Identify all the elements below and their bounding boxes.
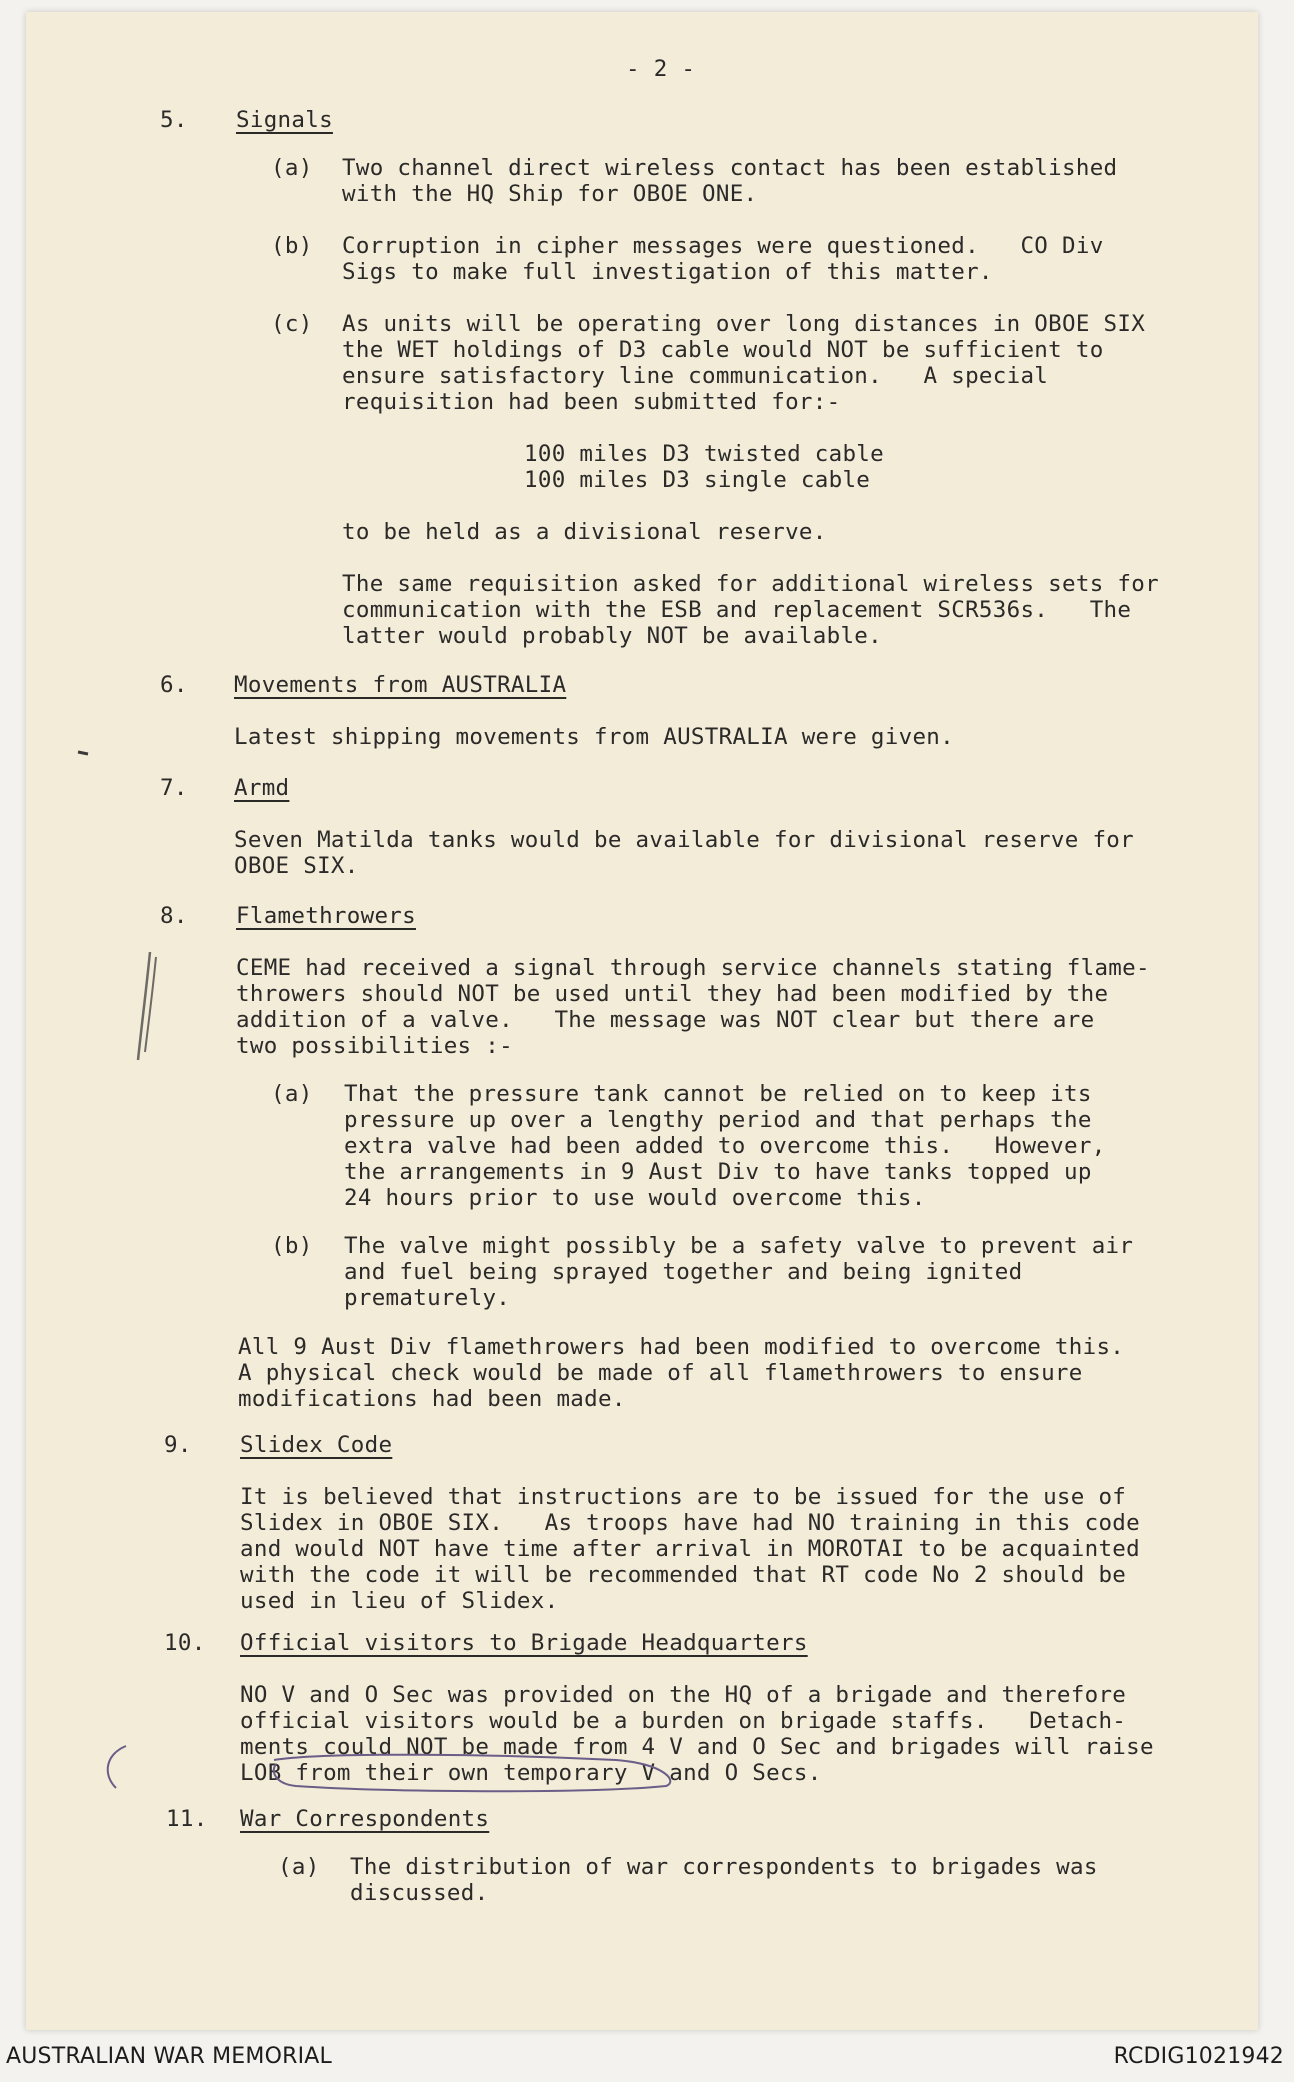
paragraph-line: Latest shipping movements from AUSTRALIA were given.: [234, 724, 954, 750]
section-8-number: 8.: [160, 903, 188, 929]
paragraph-line: and would NOT have time after arrival in MOROTAI to be acquainted: [240, 1536, 1140, 1562]
section-7-heading: Armd: [234, 775, 290, 801]
section-9-heading: Slidex Code: [240, 1432, 393, 1458]
item-label: (a): [271, 1081, 313, 1107]
item-line: and fuel being sprayed together and being ignited: [344, 1259, 1023, 1285]
section-6-heading: Movements from AUSTRALIA: [234, 672, 567, 698]
margin-arc-mark: [108, 1746, 126, 1788]
paragraph-line: throwers should NOT be used until they had been modified by the: [236, 981, 1109, 1007]
circle-annotation: [274, 1755, 671, 1792]
item-line: ensure satisfactory line communication. A special: [342, 363, 1049, 389]
paragraph-line: Slidex in OBOE SIX. As troops have had NO training in this code: [240, 1510, 1140, 1536]
paragraph-line: All 9 Aust Div flamethrowers had been modified to overcome this.: [238, 1334, 1125, 1360]
item-line: Sigs to make full investigation of this matter.: [342, 259, 993, 285]
paragraph-line: used in lieu of Slidex.: [240, 1588, 559, 1614]
paragraph-line: ments could NOT be made from 4 V and O Sec and brigades will raise: [240, 1734, 1154, 1760]
item-line: As units will be operating over long distances in OBOE SIX: [342, 311, 1146, 337]
paragraph-line: communication with the ESB and replacement SCR536s. The: [342, 597, 1132, 623]
footer-record-id: RCDIG1021942: [1113, 2044, 1284, 2069]
item-line: the WET holdings of D3 cable would NOT be sufficient to: [342, 337, 1104, 363]
section-10-heading: Official visitors to Brigade Headquarters: [240, 1630, 808, 1656]
margin-pencil-stroke: [145, 957, 156, 1052]
section-11-number: 11.: [166, 1806, 208, 1832]
paragraph-line: NO V and O Sec was provided on the HQ of a brigade and therefore: [240, 1682, 1127, 1708]
item-line: the arrangements in 9 Aust Div to have tanks topped up: [344, 1159, 1092, 1185]
paragraph-line: official visitors would be a burden on brigade staffs. Detach-: [240, 1708, 1127, 1734]
item-line: requisition had been submitted for:-: [342, 389, 841, 415]
item-line: Corruption in cipher messages were questioned. CO Div: [342, 233, 1104, 259]
paragraph-line: two possibilities :-: [236, 1033, 513, 1059]
paragraph-line: The same requisition asked for additional wireless sets for: [342, 571, 1159, 597]
requisition-line: 100 miles D3 twisted cable: [524, 441, 884, 467]
item-line: Two channel direct wireless contact has been established: [342, 155, 1118, 181]
document-page: [26, 12, 1258, 2030]
paragraph-line: LOB from their own temporary V and O Secs.: [240, 1760, 822, 1786]
item-line: That the pressure tank cannot be relied on to keep its: [344, 1081, 1092, 1107]
requisition-line: 100 miles D3 single cable: [524, 467, 871, 493]
paragraph-line: Seven Matilda tanks would be available for divisional reserve for: [234, 827, 1134, 853]
item-line: extra valve had been added to overcome this. However,: [344, 1133, 1106, 1159]
item-label: (b): [271, 1233, 313, 1259]
item-label: (a): [271, 155, 313, 181]
typed-text: [26, 12, 1258, 2030]
paragraph-line: A physical check would be made of all flamethrowers to ensure: [238, 1360, 1083, 1386]
section-5-heading: Signals: [236, 107, 333, 133]
section-10-number: 10.: [164, 1630, 206, 1656]
pencil-annotations: [26, 12, 1258, 2030]
section-5-number: 5.: [160, 107, 188, 133]
paragraph-line: addition of a valve. The message was NOT clear but there are: [236, 1007, 1095, 1033]
footer-archive-name: AUSTRALIAN WAR MEMORIAL: [6, 2044, 332, 2069]
paragraph-line: with the code it will be recommended that RT code No 2 should be: [240, 1562, 1127, 1588]
page-number: - 2 -: [626, 56, 696, 82]
paragraph-line: to be held as a divisional reserve.: [342, 519, 827, 545]
item-line: with the HQ Ship for OBOE ONE.: [342, 181, 758, 207]
section-11-heading: War Correspondents: [240, 1806, 490, 1832]
paragraph-line: latter would probably NOT be available.: [342, 623, 882, 649]
item-line: The valve might possibly be a safety valve to prevent air: [344, 1233, 1134, 1259]
paragraph-line: modifications had been made.: [238, 1386, 626, 1412]
paragraph-line: OBOE SIX.: [234, 853, 359, 879]
item-line: The distribution of war correspondents to brigades was: [350, 1854, 1098, 1880]
item-label: (b): [271, 233, 313, 259]
margin-pencil-stroke: [138, 952, 150, 1060]
paragraph-line: It is believed that instructions are to be issued for the use of: [240, 1484, 1127, 1510]
item-line: 24 hours prior to use would overcome this.: [344, 1185, 926, 1211]
paragraph-line: CEME had received a signal through service channels stating flame-: [236, 955, 1150, 981]
item-label: (a): [278, 1854, 320, 1880]
section-9-number: 9.: [164, 1432, 192, 1458]
section-8-heading: Flamethrowers: [236, 903, 416, 929]
item-label: (c): [271, 311, 313, 337]
item-line: prematurely.: [344, 1285, 511, 1311]
section-7-number: 7.: [160, 775, 188, 801]
section-6-number: 6.: [160, 672, 188, 698]
item-line: discussed.: [350, 1880, 489, 1906]
dash-mark: [78, 752, 88, 754]
item-line: pressure up over a lengthy period and that perhaps the: [344, 1107, 1092, 1133]
